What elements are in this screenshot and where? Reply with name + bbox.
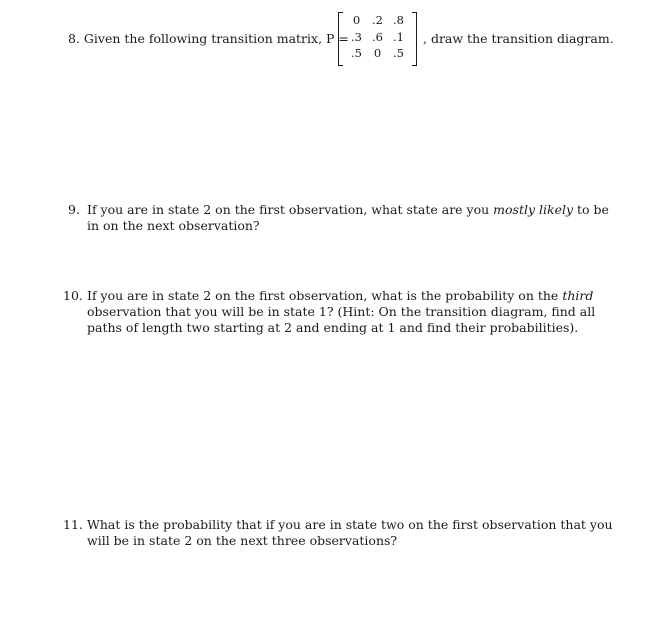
question-text: Given the following transition matrix, P = bbox=[83, 31, 349, 46]
question-text: What is the probability that if you are in state two on the first observation that you will be in state 2 on the next three observations? bbox=[87, 517, 613, 548]
matrix-row bbox=[346, 12, 410, 29]
matrix-row bbox=[346, 45, 410, 62]
question-text-after: , draw the transition diagram. bbox=[423, 31, 614, 46]
question-11 bbox=[63, 517, 618, 549]
question-number: 10. bbox=[63, 288, 83, 303]
question-text: If you are in state 2 on the first observation, what is the probability on the third observation that you will be in state 1? (Hint: On the transition diagram, find all paths of length two starting at 2 and ending at 1 and find their probabilities). bbox=[87, 288, 596, 335]
matrix-cell: 0 bbox=[373, 46, 382, 61]
matrix-cell: .8 bbox=[393, 13, 404, 28]
matrix-cell: 0 bbox=[352, 13, 361, 28]
matrix-cell: .1 bbox=[393, 29, 404, 44]
question-text: If you are in state 2 on the first observation, what state are you mostly likely to be in on the next observation? bbox=[87, 202, 609, 233]
question-10 bbox=[63, 288, 618, 336]
question-9 bbox=[68, 202, 618, 234]
matrix-right-bracket bbox=[412, 12, 417, 66]
matrix-cell: .6 bbox=[372, 29, 383, 44]
matrix-left-bracket bbox=[338, 12, 343, 66]
question-number: 11. bbox=[63, 517, 83, 532]
question-8-line bbox=[68, 31, 349, 47]
matrix-cell: .5 bbox=[351, 46, 362, 61]
transition-matrix bbox=[338, 12, 417, 64]
matrix-row bbox=[346, 29, 410, 46]
matrix-cell: .3 bbox=[351, 29, 362, 44]
matrix-cell: .5 bbox=[393, 46, 404, 61]
question-number: 9. bbox=[68, 202, 80, 217]
matrix-cell: .2 bbox=[372, 13, 383, 28]
question-number: 8. bbox=[68, 31, 80, 46]
